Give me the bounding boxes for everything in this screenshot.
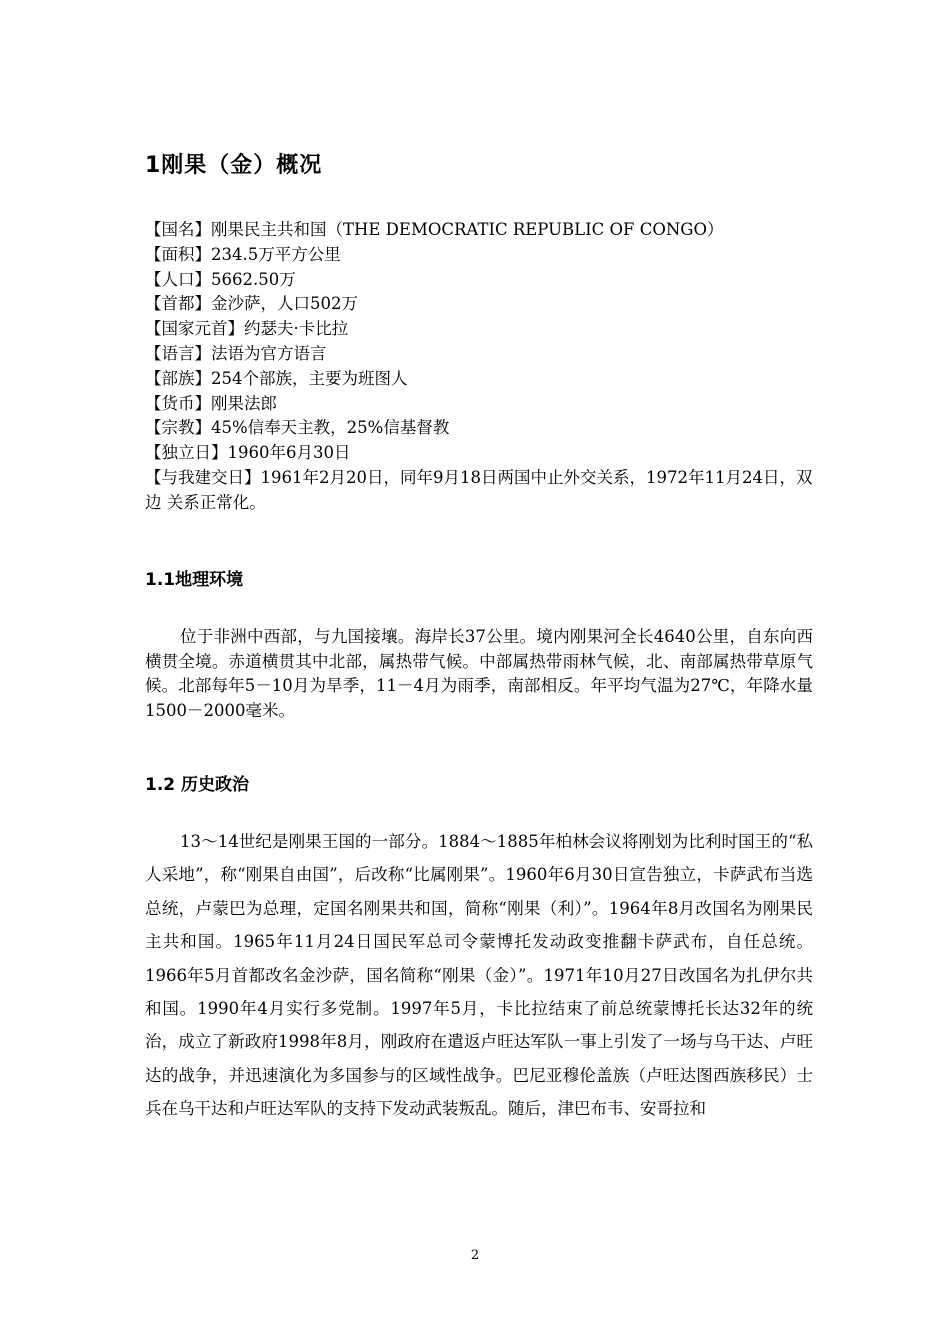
fact-value: 5662.50万 [211,269,296,289]
fact-item [145,243,815,268]
fact-key: 【国家元首】 [145,319,244,339]
fact-value: 金沙萨，人口502万 [211,294,358,314]
fact-value: 1960年6月30日 [227,443,351,463]
fact-item [145,342,815,367]
fact-value: 约瑟夫·卡比拉 [244,319,349,339]
page-title: 1刚果（金）概况 [145,153,323,178]
fact-item [145,466,815,516]
fact-item [145,268,815,293]
fact-key: 【货币】 [145,393,211,413]
fact-key: 【语言】 [145,343,211,363]
fact-value: 刚果民主共和国（THE DEMOCRATIC REPUBLIC OF CONGO） [211,220,724,239]
fact-item [145,416,815,441]
fact-key: 【部族】 [145,368,211,388]
fact-key: 【宗教】 [145,418,211,438]
geography-paragraph: 位于非洲中西部，与九国接壤。海岸长37公里。境内刚果河全长4640公里，自东向西横贯全境。赤道横贯其中北部，属热带气候。中部属热带雨林气候，北、南部属热带草原气候。北部每年5－10月为旱季，11－4月为雨季，南部相反。年平均气温为27℃，年降水量1500－2000毫米。 [145,627,813,720]
fact-list [145,218,815,516]
fact-key: 【人口】 [145,269,211,289]
fact-value: 1961年2月20日，同年9月18日两国中止外交关系，1972年11月24日，双边 关系正常化。 [145,467,813,512]
history-paragraph: 13～14世纪是刚果王国的一部分。1884～1885年柏林会议将刚划为比利时国王的“私人采地”，称“刚果自由国”，后改称“比属刚果”。1960年6月30日宣告独立，卡萨武布当选总统，卢蒙巴为总理，定国名刚果共和国，简称“刚果（利）”。1964年8月改国名为刚果民主共和国。1965年11月24日国民军总司令蒙博托发动政变推翻卡萨武布，自任总统。1966年5月首都改名金沙萨，国名简称“刚果（金）”。1971年10月27日改国名为扎伊尔共和国。1990年4月实行多党制。1997年5月，卡比拉结束了前总统蒙博托长达32年的统治，成立了新政府1998年8月，刚政府在遣返卢旺达军队一事上引发了一场与乌干达、卢旺达的战争，并迅速演化为多国参与的区域性战争。巴尼亚穆伦盖族（卢旺达图西族移民）士兵在乌干达和卢旺达军队的支持下发动武装叛乱。随后，津巴布韦、安哥拉和 [145,832,813,1119]
section-heading-history: 1.2 历史政治 [145,775,250,795]
fact-key: 【国名】 [145,220,211,239]
fact-item [145,317,815,342]
fact-key: 【面积】 [145,244,211,264]
fact-key: 【与我建交日】 [145,467,261,487]
section-heading-geography: 1.1地理环境 [145,570,244,590]
fact-item [145,292,815,317]
fact-value: 254个部族，主要为班图人 [211,368,408,388]
fact-item [145,367,815,392]
fact-item [145,392,815,417]
fact-value: 刚果法郎 [211,393,277,413]
fact-key: 【首都】 [145,294,211,314]
fact-value: 234.5万平方公里 [211,244,341,264]
fact-value: 45%信奉天主教，25%信基督教 [211,418,450,438]
fact-value: 法语为官方语言 [211,343,327,363]
page-number: 2 [470,1248,480,1263]
fact-item [145,441,815,466]
fact-item [145,218,815,243]
fact-key: 【独立日】 [145,443,228,463]
